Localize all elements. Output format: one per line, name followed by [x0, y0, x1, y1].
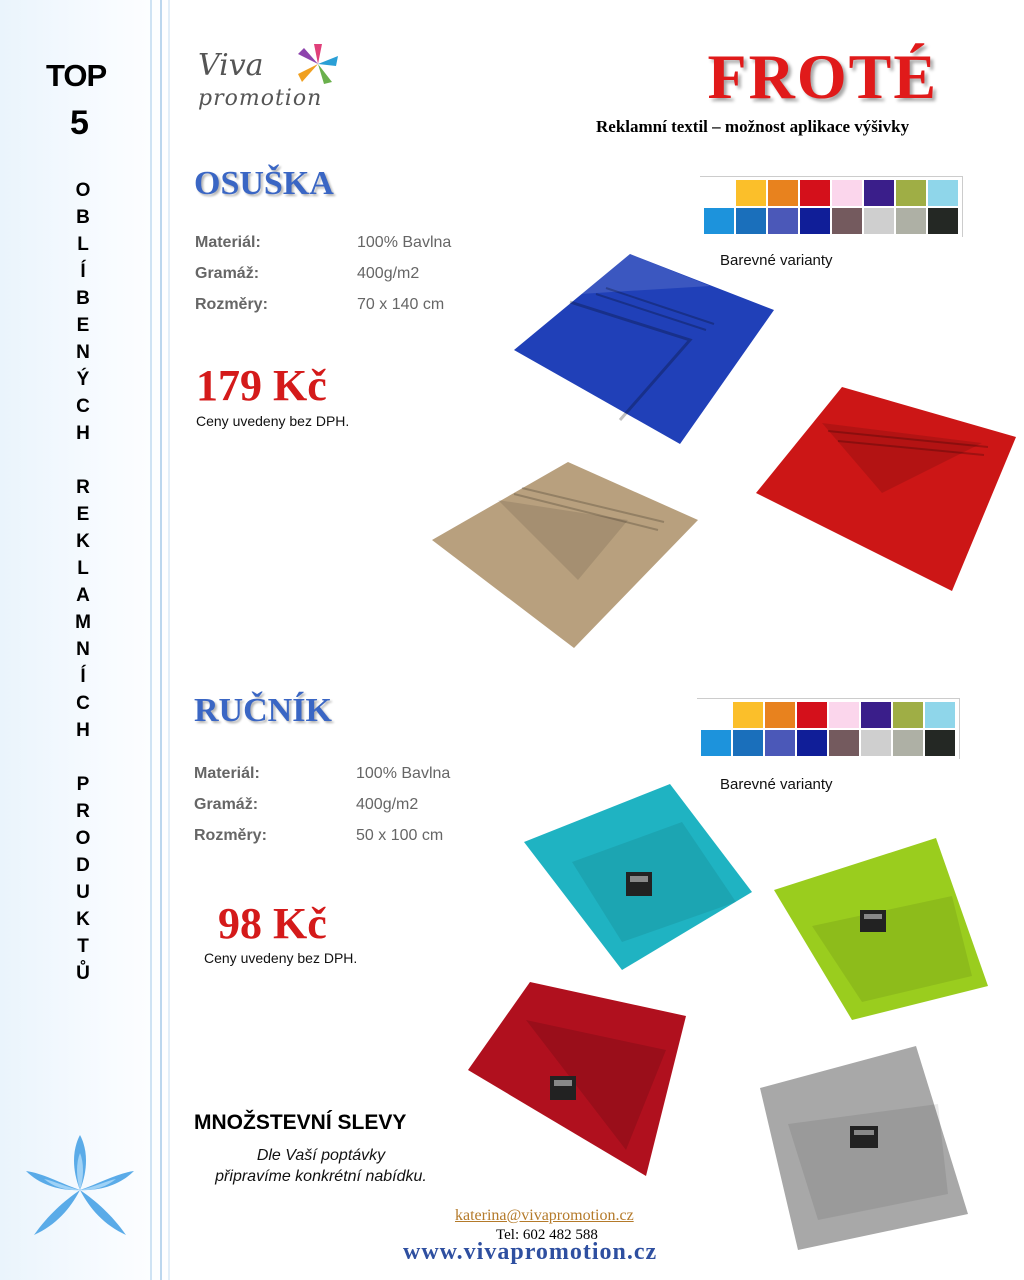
contact-phone: Tel: 602 482 588 [496, 1227, 598, 1243]
color-swatch [861, 730, 891, 756]
vertical-letter: R [76, 477, 90, 498]
vertical-letter: H [76, 720, 90, 741]
spec-label: Materiál: [195, 234, 261, 251]
vertical-letter: M [75, 612, 91, 633]
top-label: TOP [46, 58, 107, 93]
color-swatch [701, 730, 731, 756]
color-swatch [928, 180, 958, 206]
logo-text-promotion: promotion [198, 86, 323, 111]
color-swatch [925, 730, 955, 756]
vertical-letter: B [76, 207, 90, 228]
vertical-letter: O [75, 180, 91, 201]
color-swatch [928, 208, 958, 234]
website-link[interactable]: www.vivapromotion.cz [403, 1239, 658, 1265]
color-swatch [864, 180, 894, 206]
color-swatch [765, 702, 795, 728]
rucnik-variants-label: Barevné varianty [720, 776, 833, 793]
spec-value: 400g/m2 [356, 796, 419, 813]
spec-value: 400g/m2 [357, 265, 420, 282]
vertical-letter: E [76, 504, 90, 525]
color-swatch [797, 702, 827, 728]
rucnik-color-swatches [697, 698, 960, 759]
color-swatch [925, 702, 955, 728]
contact-email-link[interactable]: katerina@vivapromotion.cz [455, 1207, 634, 1224]
color-swatch [736, 180, 766, 206]
color-swatch [704, 180, 734, 206]
osuska-price: 179 Kč [196, 361, 327, 410]
spec-label: Materiál: [194, 765, 260, 782]
vertical-letter: H [76, 423, 90, 444]
vertical-letter: L [77, 558, 89, 579]
towel-turquoise-image [522, 782, 754, 972]
vertical-gap [70, 447, 96, 474]
vertical-letter: K [76, 909, 90, 930]
color-swatch [733, 730, 763, 756]
spec-row [194, 765, 450, 796]
osuska-specs [195, 234, 451, 327]
sidebar-stripe [168, 0, 170, 1280]
rucnik-specs [194, 765, 450, 858]
vertical-gap [70, 744, 96, 771]
color-swatch [768, 208, 798, 234]
vertical-letter: N [76, 639, 90, 660]
spec-label: Gramáž: [195, 265, 260, 282]
spec-value: 100% Bavlna [357, 234, 452, 251]
towel-grey-image [758, 1044, 970, 1252]
color-swatch [800, 208, 830, 234]
vertical-caption [70, 177, 96, 987]
color-swatch [896, 208, 926, 234]
discount-line: připravíme konkrétní nabídku. [215, 1168, 427, 1185]
sidebar [0, 0, 172, 1280]
towel-crimson-image [466, 980, 688, 1178]
color-swatch [736, 208, 766, 234]
spec-label: Rozměry: [194, 827, 267, 844]
color-swatch [864, 208, 894, 234]
spec-value: 50 x 100 cm [356, 827, 444, 844]
vertical-letter: N [76, 342, 90, 363]
color-swatch [829, 730, 859, 756]
vertical-letter: E [76, 315, 90, 336]
color-swatch [800, 180, 830, 206]
vertical-letter: T [77, 936, 89, 957]
spec-label: Gramáž: [194, 796, 259, 813]
spec-row [195, 234, 451, 265]
towel-lime-image [772, 836, 990, 1022]
towel-beige-image [428, 460, 700, 650]
spec-row [194, 796, 450, 827]
color-swatch [797, 730, 827, 756]
page-title: FROTÉ [707, 41, 938, 112]
logo-text-viva: Viva [198, 48, 264, 83]
color-swatch [832, 180, 862, 206]
vertical-letter: Ů [76, 963, 90, 984]
vertical-letter: Í [80, 261, 86, 282]
flower-icon [20, 1135, 140, 1245]
osuska-variants-label: Barevné varianty [720, 252, 833, 269]
vertical-letter: Ý [76, 369, 90, 390]
spec-row [195, 296, 451, 327]
vertical-letter: K [76, 531, 90, 552]
vertical-letter: P [76, 774, 90, 795]
discount-line: Dle Vaší poptávky [256, 1147, 386, 1164]
color-swatch [733, 702, 763, 728]
rucnik-price-note: Ceny uvedeny bez DPH. [204, 950, 358, 966]
sidebar-stripe [150, 0, 152, 1280]
color-swatch [832, 208, 862, 234]
vertical-letter: A [76, 585, 90, 606]
towel-blue-image [510, 250, 776, 446]
spec-value: 100% Bavlna [356, 765, 451, 782]
osuska-color-swatches [700, 176, 963, 237]
vertical-letter: L [77, 234, 89, 255]
color-swatch [893, 702, 923, 728]
color-swatch [896, 180, 926, 206]
towel-red-image [752, 383, 1018, 593]
spec-row [195, 265, 451, 296]
vertical-letter: C [76, 396, 90, 417]
vertical-letter: D [76, 855, 90, 876]
vertical-letter: R [76, 801, 90, 822]
top-number: 5 [70, 104, 89, 142]
color-swatch [701, 702, 731, 728]
rucnik-title: RUČNÍK [194, 692, 332, 729]
color-swatch [829, 702, 859, 728]
color-swatch [893, 730, 923, 756]
osuska-title: OSUŠKA [194, 165, 334, 202]
color-swatch [768, 180, 798, 206]
vertical-letter: O [75, 828, 91, 849]
spec-value: 70 x 140 cm [357, 296, 445, 313]
vertical-letter: U [76, 882, 90, 903]
vertical-letter: C [76, 693, 90, 714]
sidebar-stripe [160, 0, 162, 1280]
discount-title: MNOŽSTEVNÍ SLEVY [194, 1111, 407, 1134]
logo [192, 40, 352, 125]
spec-row [194, 827, 450, 858]
rucnik-price: 98 Kč [218, 899, 327, 948]
discount-text [196, 1145, 446, 1187]
color-swatch [704, 208, 734, 234]
logo-star-icon [294, 42, 342, 86]
page-subtitle: Reklamní textil – možnost aplikace výšivky [596, 117, 910, 136]
spec-label: Rozměry: [195, 296, 268, 313]
vertical-letter: B [76, 288, 90, 309]
color-swatch [765, 730, 795, 756]
vertical-letter: Í [80, 666, 86, 687]
osuska-price-note: Ceny uvedeny bez DPH. [196, 413, 350, 429]
color-swatch [861, 702, 891, 728]
